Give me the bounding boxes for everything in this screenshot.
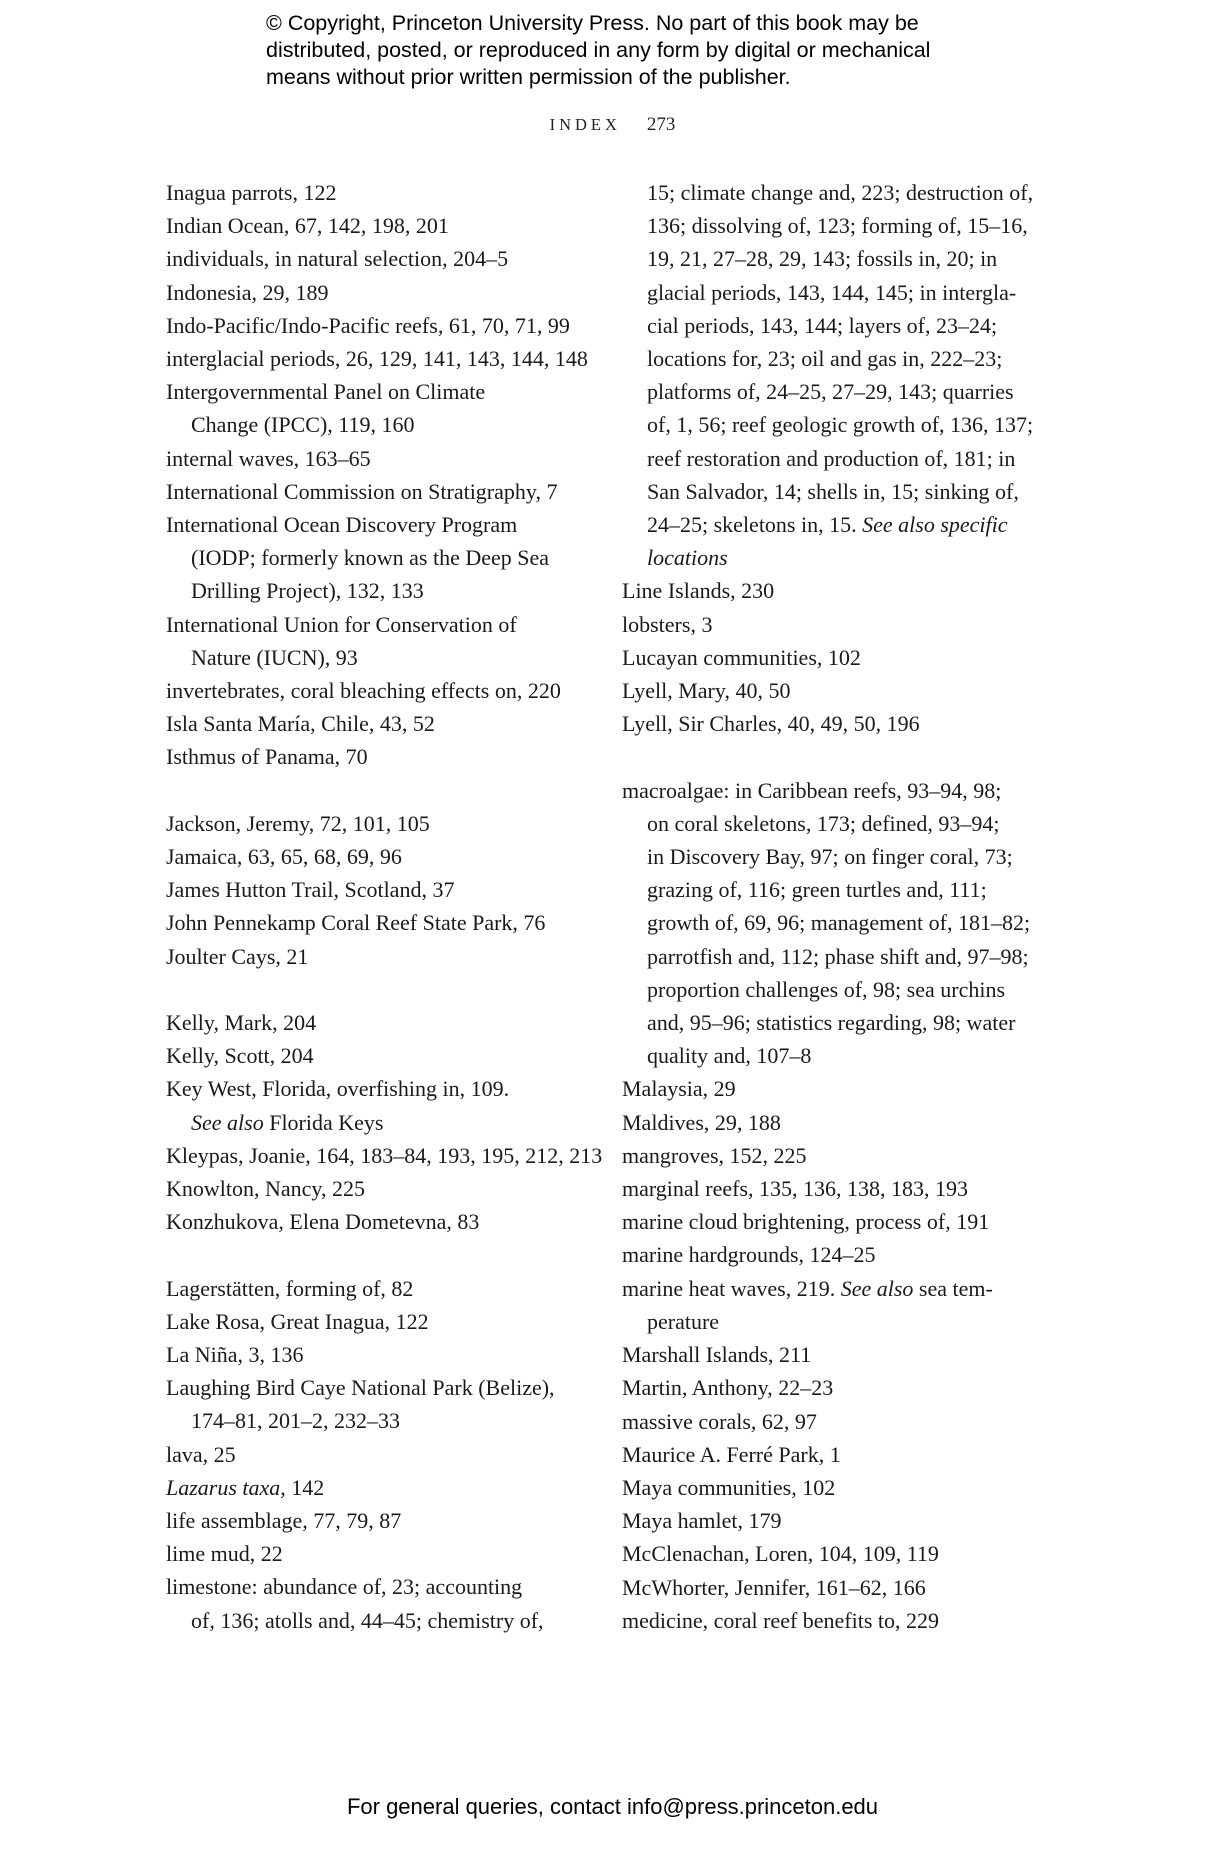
- entry-continuation-line: glacial periods, 143, 144, 145; in intergla-: [647, 279, 1017, 305]
- entry-line: proportion challenges of, 98; sea urchins: [647, 976, 1006, 1002]
- entry-line: on coral skeletons, 173; defined, 93–94;: [647, 810, 1000, 836]
- entry-line: Nature (IUCN), 93: [191, 644, 358, 670]
- index-entry: Indonesia, 29, 189: [166, 279, 329, 305]
- index-entry: Isla Santa María, Chile, 43, 52: [166, 711, 435, 737]
- index-entry: lime mud, 22: [166, 1541, 283, 1567]
- entry-line: Intergovernmental Panel on Climate: [166, 379, 486, 405]
- entry-line: (IODP; formerly known as the Deep Sea: [191, 545, 550, 571]
- index-entry: Maya communities, 102: [622, 1474, 836, 1500]
- entry-continuation-line: of, 1, 56; reef geologic growth of, 136, 137;: [647, 412, 1034, 438]
- index-entry: James Hutton Trail, Scotland, 37: [166, 877, 455, 903]
- index-entry: La Niña, 3, 136: [166, 1342, 304, 1368]
- entry-line: International Ocean Discovery Program: [166, 512, 518, 538]
- index-entry: Indian Ocean, 67, 142, 198, 201: [166, 213, 449, 239]
- index-entry: Lyell, Sir Charles, 40, 49, 50, 196: [622, 711, 920, 737]
- entry-line: Drilling Project), 132, 133: [191, 578, 424, 604]
- see-also-text: See also specific: [862, 512, 1008, 538]
- index-entry: individuals, in natural selection, 204–5: [166, 246, 509, 272]
- index-entry: [622, 774, 1052, 1073]
- index-entry: Kelly, Mark, 204: [166, 1010, 317, 1036]
- entry-continuation-line: cial periods, 143, 144; layers of, 23–24;: [647, 312, 998, 338]
- index-entry: Konzhukova, Elena Dometevna, 83: [166, 1209, 480, 1235]
- index-entry: [166, 608, 616, 674]
- entry-line: Key West, Florida, overfishing in, 109.: [166, 1076, 510, 1102]
- entry-line: parrotfish and, 112; phase shift and, 97–98;: [647, 943, 1029, 969]
- index-column-left: [166, 176, 616, 1637]
- index-entry: Lake Rosa, Great Inagua, 122: [166, 1308, 429, 1334]
- copyright-line: distributed, posted, or reproduced in any form by digital or mechanical: [266, 38, 931, 62]
- index-entry: Lagerstätten, forming of, 82: [166, 1275, 414, 1301]
- entry-continuation-line: [622, 508, 1052, 541]
- entry-line: of, 136; atolls and, 44–45; chemistry of,: [191, 1607, 544, 1633]
- footer-contact: For general queries, contact info@press.princeton.edu: [346, 1794, 879, 1819]
- entry-continuation-line: [622, 541, 1052, 574]
- index-entry: Marshall Islands, 211: [622, 1342, 812, 1368]
- letter-group-gap: [166, 1238, 616, 1271]
- index-entry: [166, 1371, 616, 1437]
- index-entry: massive corals, 62, 97: [622, 1408, 817, 1434]
- index-entry: [166, 1471, 616, 1504]
- index-entry: International Commission on Stratigraphy, 7: [166, 478, 558, 504]
- index-entry: [166, 508, 616, 608]
- index-entry: Isthmus of Panama, 70: [166, 744, 368, 770]
- running-head: [0, 114, 1225, 136]
- index-entry: Line Islands, 230: [622, 578, 775, 604]
- entry-line: International Union for Conservation of: [166, 611, 517, 637]
- letter-group-gap: [166, 973, 616, 1006]
- index-entry: Jamaica, 63, 65, 68, 69, 96: [166, 844, 402, 870]
- entry-line: macroalgae: in Caribbean reefs, 93–94, 98;: [622, 777, 1002, 803]
- copyright-line: means without prior written permission of the publisher.: [266, 65, 791, 89]
- index-entry: interglacial periods, 26, 129, 141, 143, 144, 148: [166, 346, 588, 372]
- index-entry: Maya hamlet, 179: [622, 1508, 782, 1534]
- entry-line: [166, 1106, 616, 1139]
- index-entry: McClenachan, Loren, 104, 109, 119: [622, 1541, 939, 1567]
- entry-line: grazing of, 116; green turtles and, 111;: [647, 877, 987, 903]
- entry-continuation-line: 136; dissolving of, 123; forming of, 15–16,: [647, 213, 1028, 239]
- entry-line: in Discovery Bay, 97; on finger coral, 73;: [647, 844, 1013, 870]
- entry-line: perature: [647, 1308, 720, 1334]
- page-refs: 142: [285, 1474, 325, 1500]
- index-entry: [166, 375, 616, 441]
- index-entry: internal waves, 163–65: [166, 445, 371, 471]
- index-entry: Inagua parrots, 122: [166, 180, 337, 205]
- index-entry: Martin, Anthony, 22–23: [622, 1375, 834, 1401]
- entry-continuation-line: San Salvador, 14; shells in, 15; sinking of,: [647, 478, 1019, 504]
- entry-line: Change (IPCC), 119, 160: [191, 412, 415, 438]
- copyright-line: © Copyright, Princeton University Press. No part of this book may be: [266, 11, 919, 35]
- page-number: 273: [646, 114, 676, 135]
- index-entry: marginal reefs, 135, 136, 138, 183, 193: [622, 1176, 969, 1202]
- index-entry: Kleypas, Joanie, 164, 183–84, 193, 195, 212, 213: [166, 1142, 603, 1168]
- index-entry: [166, 1570, 616, 1636]
- section-label: INDEX: [549, 115, 621, 134]
- entry-line: Laughing Bird Caye National Park (Belize),: [166, 1375, 555, 1401]
- index-entry: lobsters, 3: [622, 611, 713, 637]
- page-refs: 24–25; skeletons in, 15.: [647, 512, 863, 538]
- see-also-text: See also: [840, 1275, 914, 1301]
- index-entry: McWhorter, Jennifer, 161–62, 166: [622, 1574, 926, 1600]
- index-entry: Lucayan communities, 102: [622, 644, 861, 670]
- index-entry: John Pennekamp Coral Reef State Park, 76: [166, 910, 546, 936]
- entry-line: limestone: abundance of, 23; accounting: [166, 1574, 523, 1600]
- index-entry: mangroves, 152, 225: [622, 1142, 807, 1168]
- index-entry: medicine, coral reef benefits to, 229: [622, 1607, 940, 1633]
- letter-group-gap: [166, 774, 616, 807]
- copyright-notice: [266, 10, 1026, 91]
- index-entry: [622, 1272, 1052, 1338]
- entry-continuation-line: locations for, 23; oil and gas in, 222–23;: [647, 346, 1003, 372]
- entry-continuation-line: 19, 21, 27–28, 29, 143; fossils in, 20; in: [647, 246, 998, 272]
- see-also-text: See also: [191, 1109, 264, 1135]
- index-entry: [166, 1072, 616, 1138]
- index-entry: Maurice A. Ferré Park, 1: [622, 1441, 841, 1467]
- index-entry: Joulter Cays, 21: [166, 943, 309, 969]
- see-also-text: locations: [647, 545, 728, 571]
- italic-term: Lazarus taxa,: [166, 1474, 286, 1500]
- entry-line: quality and, 107–8: [647, 1043, 812, 1069]
- index-entry: Knowlton, Nancy, 225: [166, 1176, 365, 1202]
- index-entry: Jackson, Jeremy, 72, 101, 105: [166, 810, 430, 836]
- index-entry: life assemblage, 77, 79, 87: [166, 1508, 402, 1534]
- index-entry: invertebrates, coral bleaching effects on, 220: [166, 678, 561, 704]
- cross-reference: Florida Keys: [263, 1109, 384, 1135]
- index-column-right: [622, 176, 1052, 1637]
- entry-continuation-line: reef restoration and production of, 181; in: [647, 445, 1016, 471]
- page-refs: marine heat waves, 219.: [622, 1275, 841, 1301]
- entry-line: and, 95–96; statistics regarding, 98; water: [647, 1010, 1016, 1036]
- cross-reference: sea tem-: [913, 1275, 993, 1301]
- entry-continuation-line: 15; climate change and, 223; destruction of,: [647, 180, 1034, 205]
- index-entry: Kelly, Scott, 204: [166, 1043, 314, 1069]
- index-entry: Indo-Pacific/Indo-Pacific reefs, 61, 70, 71, 99: [166, 312, 570, 338]
- entry-line: growth of, 69, 96; management of, 181–82;: [647, 910, 1031, 936]
- entry-line: [622, 1272, 1052, 1305]
- letter-group-gap: [622, 740, 1052, 773]
- entry-continuation-line: platforms of, 24–25, 27–29, 143; quarries: [647, 379, 1014, 405]
- index-entry: marine cloud brightening, process of, 191: [622, 1209, 990, 1235]
- entry-line: 174–81, 201–2, 232–33: [191, 1408, 400, 1434]
- index-entry: Malaysia, 29: [622, 1076, 736, 1102]
- index-entry: marine hardgrounds, 124–25: [622, 1242, 876, 1268]
- index-entry: Lyell, Mary, 40, 50: [622, 678, 791, 704]
- index-entry: lava, 25: [166, 1441, 236, 1467]
- index-entry: Maldives, 29, 188: [622, 1109, 781, 1135]
